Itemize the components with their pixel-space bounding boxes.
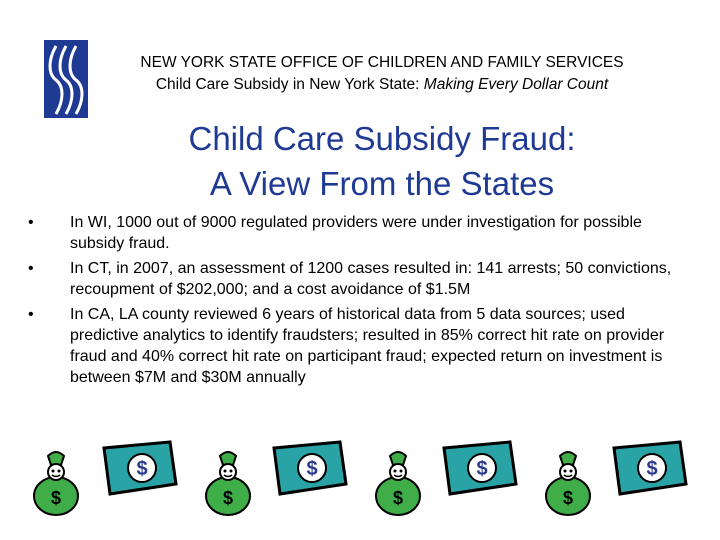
title-line-2: A View From the States (209, 165, 555, 202)
bullet-text: In CA, LA county reviewed 6 years of historical data from 5 data sources; used predictive analytics to identify fraudsters; resulted in 85% correct hit rate on provider fraud and 40% correct hit rate on participant fraud; expected return on investment is between $7M and $30M annually (70, 306, 665, 386)
money-bag-icon (542, 438, 594, 518)
bag-dollar-sign: $ (392, 488, 404, 508)
bill-dollar-sign: $ (306, 458, 318, 480)
dollar-bill-icon (270, 438, 350, 500)
subtitle-italic: Making Every Dollar Count (423, 76, 609, 93)
bag-dollar-sign: $ (50, 488, 62, 508)
dollar-bill-icon (440, 438, 520, 500)
bill-dollar-sign: $ (476, 458, 488, 480)
bullet-item (28, 212, 688, 254)
dollar-bill-icon (610, 438, 690, 500)
agency-name: NEW YORK STATE OFFICE OF CHILDREN AND FAMILY SERVICES (140, 54, 624, 71)
bill-dollar-sign: $ (136, 458, 148, 480)
money-clipart-strip (30, 438, 700, 518)
bag-dollar-sign: $ (222, 488, 234, 508)
money-bag-icon (202, 438, 254, 518)
dollar-bill-icon (100, 438, 180, 500)
money-bag-icon (30, 438, 82, 518)
bullet-icon: • (28, 214, 34, 231)
bullet-list (28, 212, 688, 392)
title-line-1: Child Care Subsidy Fraud: (188, 120, 576, 157)
ocfs-logo-icon (44, 40, 88, 118)
bill-dollar-sign: $ (646, 458, 658, 480)
money-bag-icon (372, 438, 424, 518)
subtitle-plain: Child Care Subsidy in New York State: (155, 76, 424, 93)
series-subtitle (100, 74, 664, 96)
bullet-item (28, 258, 688, 300)
page-header (100, 52, 664, 96)
bullet-text: In CT, in 2007, an assessment of 1200 cases resulted in: 141 arrests; 50 convictions, recoupment of $202,000; and a cost avoidance of $1.5M (70, 260, 672, 298)
slide-title (100, 116, 664, 206)
bullet-icon: • (28, 306, 34, 323)
bullet-text: In WI, 1000 out of 9000 regulated providers were under investigation for possible subsidy fraud. (70, 214, 642, 252)
bullet-item (28, 304, 688, 388)
bullet-icon: • (28, 260, 34, 277)
bag-dollar-sign: $ (562, 488, 574, 508)
